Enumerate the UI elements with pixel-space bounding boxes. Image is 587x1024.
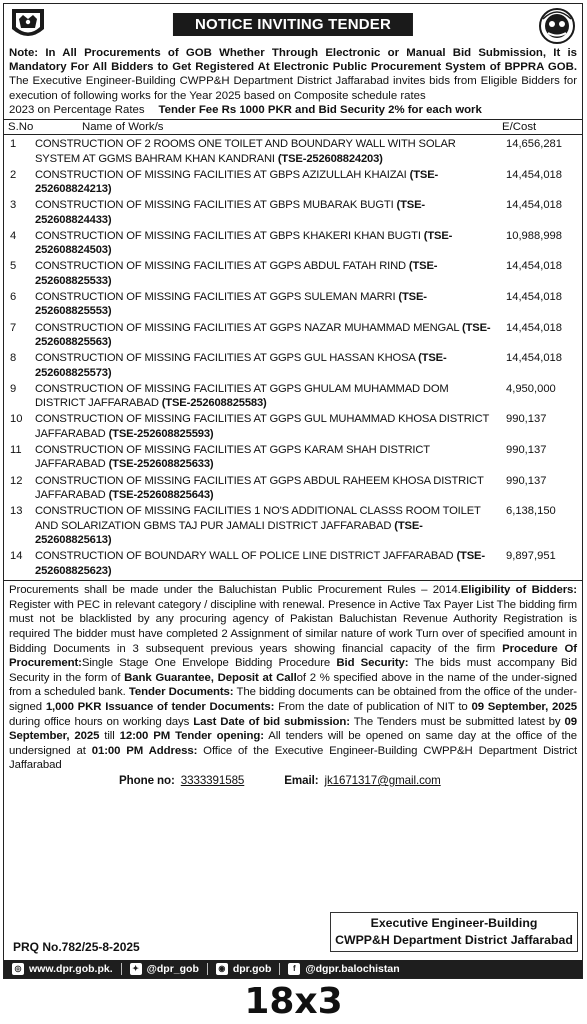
tse-code: (TSE-252608825563) [35,321,491,349]
row-estimated-cost: 14,454,018 [506,199,562,212]
row-work-name [28,321,498,350]
footer-website[interactable] [12,963,113,975]
table-row [4,351,582,380]
facebook-text: @dgpr.balochistan [305,963,400,975]
facebook-icon: f [288,963,300,975]
row-estimated-cost: 14,454,018 [506,168,562,181]
notice-header [4,4,582,46]
row-sno: 6 [10,290,17,303]
tse-code: (TSE-252608825573) [35,352,447,379]
prq-number: PRQ No.782/25-8-2025 [13,940,140,954]
work-description: CONSTRUCTION OF MISSING FACILITIES AT GGPS NAZAR MUHAMMAD MENGAL [35,321,460,334]
tender-fee-text: Tender Fee Rs 1000 PKR and Bid Security 2% for each work [158,103,482,116]
row-sno: 8 [10,352,17,365]
table-row [4,504,582,548]
globe-icon: ◎ [12,963,24,975]
row-work-name [28,259,498,288]
tse-code: (TSE-252608825533) [35,260,438,287]
table-row [4,321,582,350]
work-description: CONSTRUCTION OF MISSING FACILITIES AT GGPS GUL MUHAMMAD KHOSA DISTRICT JAFFARABAD [35,413,490,440]
row-work-name [28,229,498,258]
row-sno: 7 [10,321,17,334]
tse-code: (TSE-252608824213) [35,168,439,196]
work-description: CONSTRUCTION OF MISSING FACILITIES AT GBPS AZIZULLAH KHAIZAI [35,168,407,181]
row-estimated-cost: 6,138,150 [506,505,556,518]
row-work-name [28,198,498,227]
signature-area [4,910,582,956]
footer-divider [207,963,208,975]
row-work-name [28,474,498,503]
terms-heading: 01:00 PM Address: [91,744,198,757]
work-description: CONSTRUCTION OF MISSING FACILITIES AT GBPS KHAKERI KHAN BUGTI [35,229,421,242]
tse-code: (TSE-252608825633) [108,458,214,471]
row-sno: 13 [10,505,23,518]
tse-code: (TSE-252608825643) [108,489,214,502]
row-sno: 10 [10,413,23,426]
header-name-of-work: Name of Work/s [82,121,164,134]
terms-heading: Tender Documents: [128,686,234,699]
rates-text: 2023 on Percentage Rates [9,103,145,116]
terms-heading: Procedure Of Procurement: [9,642,578,670]
table-row [4,443,582,472]
email-link[interactable]: jk1671317@gmail.com [324,773,441,787]
table-row [4,259,582,288]
website-text: www.dpr.gob.pk. [29,963,113,975]
instagram-text: dpr.gob [232,963,272,975]
row-estimated-cost: 4,950,000 [506,382,556,395]
email-label: Email: [284,773,319,787]
row-work-name [28,168,498,197]
tender-terms [4,580,582,788]
row-sno: 11 [10,443,22,456]
twitter-text: @dpr_gob [146,963,199,975]
rates-line [9,103,577,117]
terms-heading: Bid Security: [336,657,409,670]
table-row [4,198,582,227]
terms-text: Register with PEC in relevant category / discipline with renewal. Presence in Active Tax Payer List The bidding firm must not be blacklisted by any procuring agency of Pakistan Baluchistan Revenue Authority Registration is required The bidder must have completed 2 Assignment of similar nature of work Turn over of specified amount in Bidding Documents in 3 subsequent previous years showing financial capacity of the firm [9,598,577,655]
row-sno: 14 [10,550,23,563]
phone-number[interactable]: 3333391585 [180,773,245,787]
row-work-name [28,290,498,319]
row-estimated-cost: 9,897,951 [506,550,556,563]
table-row [4,382,582,411]
terms-heading: 09 September, 2025 [9,715,578,743]
row-estimated-cost: 14,454,018 [506,321,562,334]
phone-label: Phone no: [119,773,175,787]
works-table-body [4,135,582,578]
footer-divider [279,963,280,975]
header-sno: S.No [8,121,34,134]
tse-code: (TSE-252608825593) [108,427,214,440]
terms-text: The bidding documents can be obtained from the office of the under-signed [9,686,577,713]
department-seal-icon [538,7,576,45]
footer-divider [121,963,122,975]
terms-text: Procurements shall be made under the Baluchistan Public Procurement Rules – 2014. [9,584,461,597]
terms-text: during office hours on working days [9,715,194,728]
terms-text: Office of the Executive Engineer-Building CWPP&H Department District Jaffarabad [9,744,578,772]
footer-bar [4,960,582,978]
row-estimated-cost: 990,137 [506,474,547,487]
intro-paragraph [4,46,582,117]
tse-code: (TSE-252608825553) [35,290,427,318]
row-sno: 9 [10,382,17,395]
page-title: NOTICE INVITING TENDER [173,13,413,36]
terms-text: Single Stage One Envelope Bidding Procedure [81,657,337,670]
row-sno: 12 [10,474,23,487]
table-row [4,412,582,441]
row-sno: 1 [10,138,17,151]
work-description: CONSTRUCTION OF MISSING FACILITIES AT GBPS MUBARAK BUGTI [35,199,394,212]
tse-code: (TSE-252608825623) [35,550,485,577]
row-work-name [28,137,498,166]
terms-text: till [99,730,120,743]
row-work-name [28,351,498,380]
header-estimated-cost: E/Cost [502,121,537,134]
row-work-name [28,549,498,578]
table-row [4,549,582,578]
government-emblem-icon [8,7,48,43]
footer-instagram[interactable] [216,963,272,975]
work-description: CONSTRUCTION OF MISSING FACILITIES AT GGPS KARAM SHAH DISTRICT JAFFARABAD [35,443,430,471]
signatory-department: CWPP&H Department District Jaffarabad [335,933,573,947]
row-work-name [28,504,498,548]
table-row [4,290,582,319]
row-estimated-cost: 990,137 [506,413,547,426]
work-description: CONSTRUCTION OF BOUNDARY WALL OF POLICE LINE DISTRICT JAFFARABAD [35,550,454,563]
work-description: CONSTRUCTION OF MISSING FACILITIES AT GGPS ABDUL RAHEEM KHOSA DISTRICT JAFFARABAD [35,474,484,502]
tse-code: (TSE-252608825583) [161,397,267,410]
table-row [4,137,582,166]
footer-facebook[interactable] [288,963,399,975]
row-estimated-cost: 14,656,281 [506,138,562,151]
tender-notice [3,3,583,979]
terms-heading: 09 September, 2025 [471,700,577,713]
tse-code: (TSE-252608824503) [35,229,453,257]
terms-heading: Bank Guarantee, Deposit at Call [124,671,297,684]
row-sno: 3 [10,199,17,212]
tse-code: (TSE-252608824203) [277,152,383,165]
terms-heading: Last Date of bid submission: [193,715,350,728]
work-description: CONSTRUCTION OF MISSING FACILITIES AT GGPS GUL HASSAN KHOSA [35,352,416,365]
table-row [4,474,582,503]
work-description: CONSTRUCTION OF MISSING FACILITIES AT GGPS GHULAM MUHAMMAD DOM DISTRICT JAFFARABAD [35,382,449,410]
terms-text: All tenders will be opened on same day at the office of the undersigned at [9,730,577,757]
row-work-name [28,443,498,472]
table-row [4,229,582,258]
contact-line [9,774,577,788]
ad-size-label: 18x3 [244,981,343,1022]
row-work-name [28,412,498,441]
intro-body: The Executive Engineer-Building CWPP&H Department District Jaffarabad invites bids from Eligible Bidders for execution of following works for the Year 2025 based on Composite schedule rates [9,75,577,102]
row-estimated-cost: 14,454,018 [506,352,562,365]
terms-text: The Tenders must be submitted latest by [349,715,565,728]
footer-twitter[interactable] [130,963,199,975]
work-description: CONSTRUCTION OF MISSING FACILITIES 1 NO'S ADDITIONAL CLASSS ROOM TOILET AND SOLARIZATION GBMS TAJ PUR JAMALI DISTRICT JAFFARABAD [35,505,481,532]
registration-note: Note: In All Procurements of GOB Whether Through Electronic or Manual Bid Submission, It is Mandatory For All Bidders to Get Registered At Electronic Public Procurement System of BPPRA GOB. [9,47,577,74]
twitter-icon: ✦ [130,963,142,975]
row-estimated-cost: 14,454,018 [506,290,562,303]
works-table-header [4,119,582,135]
terms-text: The bids must accompany Bid Security in the form of [9,657,577,684]
table-row [4,168,582,197]
work-description: CONSTRUCTION OF 2 ROOMS ONE TOILET AND BOUNDARY WALL WITH SOLAR SYSTEM AT GGMS BAHRAM KHAN KANDRANI [35,138,456,165]
row-sno: 4 [10,229,17,242]
row-work-name [28,382,498,411]
work-description: CONSTRUCTION OF MISSING FACILITIES AT GGPS SULEMAN MARRI [35,290,396,303]
row-estimated-cost: 14,454,018 [506,260,562,273]
tse-code: (TSE-252608824433) [35,199,425,226]
terms-heading: 1,000 PKR [45,700,102,713]
instagram-icon: ◉ [216,963,228,975]
terms-text: of 2 % specified above in the name of the under-signed from a scheduled bank. [9,671,577,699]
terms-heading: Eligibility of Bidders: [460,584,577,597]
row-estimated-cost: 10,988,998 [506,229,562,242]
terms-text: From the date of publication of NIT to [274,700,472,713]
signature-box [330,912,578,952]
signatory-title: Executive Engineer-Building [370,916,538,930]
work-description: CONSTRUCTION OF MISSING FACILITIES AT GGPS ABDUL FATAH RIND [35,260,406,273]
row-estimated-cost: 990,137 [506,443,547,456]
terms-heading: Issuance of tender Documents: [105,700,275,713]
row-sno: 2 [10,168,17,181]
row-sno: 5 [10,260,17,273]
terms-heading: 12:00 PM Tender opening: [119,730,264,743]
tse-code: (TSE-252608825613) [35,519,423,547]
